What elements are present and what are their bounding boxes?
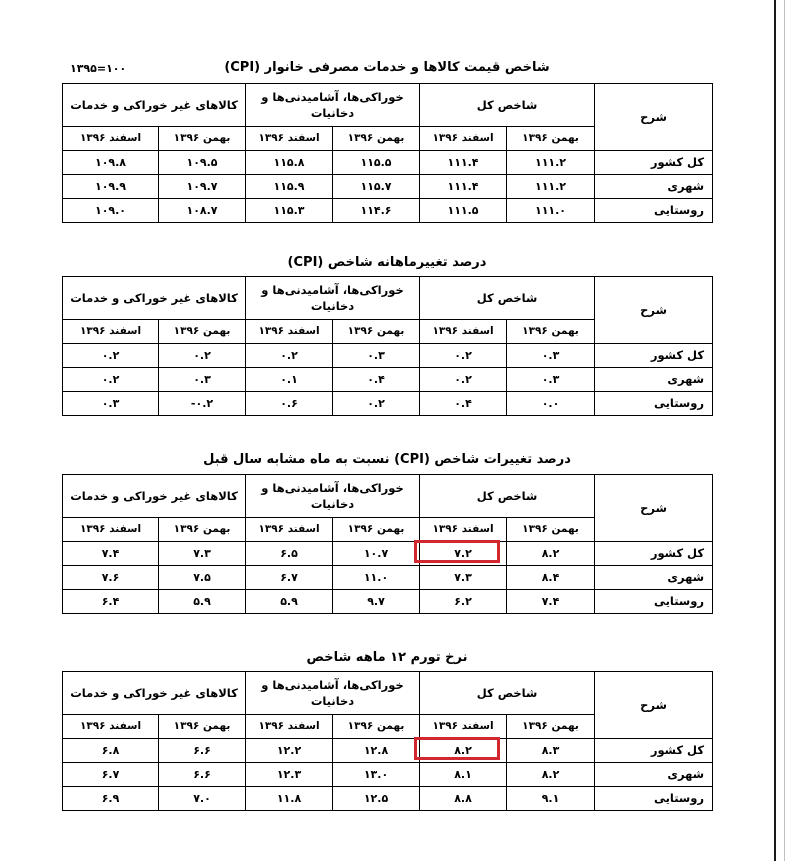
table-cell: ۱۱۱.۴	[420, 151, 507, 175]
header-month: اسفند ۱۳۹۶	[246, 715, 333, 739]
table-cell: ۱۰.۷	[333, 542, 420, 566]
table-cell: ۶.۶	[159, 763, 246, 787]
header-month: اسفند ۱۳۹۶	[246, 127, 333, 151]
table-cell: ۶.۴	[63, 590, 159, 614]
header-month: بهمن ۱۳۹۶	[333, 715, 420, 739]
table-cell: ۵.۹	[246, 590, 333, 614]
table-cell: ۰.۳	[507, 344, 595, 368]
table-cell: ۹.۷	[333, 590, 420, 614]
header-group-2: خوراکی‌ها، آشامیدنی‌ها و دخانیات	[246, 277, 420, 320]
table-cell: ۱۱.۰	[333, 566, 420, 590]
table-cell: ۱۳.۰	[333, 763, 420, 787]
header-month: بهمن ۱۳۹۶	[507, 715, 595, 739]
table-cell: ۷.۶	[63, 566, 159, 590]
row-label: روستایی	[595, 392, 713, 416]
header-group-2: خوراکی‌ها، آشامیدنی‌ها و دخانیات	[246, 84, 420, 127]
table-cell: ۸.۲	[507, 763, 595, 787]
header-month: اسفند ۱۳۹۶	[420, 127, 507, 151]
table-cell: ۱۱۵.۳	[246, 199, 333, 223]
row-label: کل کشور	[595, 739, 713, 763]
header-group-1: شاخص کل	[420, 672, 595, 715]
table-row	[63, 392, 713, 416]
table-cell: ۱۱۱.۵	[420, 199, 507, 223]
table-cell: ۷.۳	[159, 542, 246, 566]
table-cell: ۶.۵	[246, 542, 333, 566]
table-cell: ۰.۳	[159, 368, 246, 392]
header-description: شرح	[595, 84, 713, 151]
table-cell: ۱۱۱.۲	[507, 175, 595, 199]
table-cell: ۶.۹	[63, 787, 159, 811]
table-cell: ۶.۷	[246, 566, 333, 590]
cpi-table	[62, 276, 713, 416]
table-cell: ۰.۰	[507, 392, 595, 416]
table-cell: ۰.۴	[420, 392, 507, 416]
table-row	[63, 368, 713, 392]
table-cell: ۷.۲	[420, 542, 507, 566]
row-label: روستایی	[595, 787, 713, 811]
header-month: بهمن ۱۳۹۶	[159, 715, 246, 739]
header-month: بهمن ۱۳۹۶	[159, 320, 246, 344]
table-cell: ۶.۲	[420, 590, 507, 614]
header-month: بهمن ۱۳۹۶	[507, 127, 595, 151]
table-cell: ۱۱۵.۵	[333, 151, 420, 175]
header-group-3: کالاهای غیر خوراکی و خدمات	[63, 277, 246, 320]
table-cell: ۶.۶	[159, 739, 246, 763]
header-month: اسفند ۱۳۹۶	[63, 127, 159, 151]
table-title: شاخص قیمت کالاها و خدمات مصرفی خانوار (CPI)	[224, 60, 550, 75]
row-label: شهری	[595, 175, 713, 199]
cpi-table	[62, 671, 713, 811]
table-cell: ۱۱۵.۹	[246, 175, 333, 199]
table-title: درصد تغییرات شاخص (CPI) نسبت به ماه مشابه سال قبل	[203, 452, 571, 467]
table-cell: ۰.۲	[246, 344, 333, 368]
header-group-3: کالاهای غیر خوراکی و خدمات	[63, 672, 246, 715]
cpi-table	[62, 83, 713, 223]
table-cell: ۰.۲	[420, 368, 507, 392]
table-cell: ۱۰۹.۰	[63, 199, 159, 223]
table-cell: ۸.۴	[507, 566, 595, 590]
header-group-1: شاخص کل	[420, 277, 595, 320]
row-label: شهری	[595, 368, 713, 392]
table-row	[63, 344, 713, 368]
row-label: روستایی	[595, 590, 713, 614]
table-cell: ۱۰۹.۷	[159, 175, 246, 199]
header-month: بهمن ۱۳۹۶	[159, 127, 246, 151]
table-cell: ۰.۱	[246, 368, 333, 392]
header-month: اسفند ۱۳۹۶	[246, 518, 333, 542]
header-month: بهمن ۱۳۹۶	[507, 518, 595, 542]
header-description: شرح	[595, 475, 713, 542]
table-row	[63, 542, 713, 566]
table-cell: ۷.۰	[159, 787, 246, 811]
table-row	[63, 175, 713, 199]
table-title: نرخ تورم ۱۲ ماهه شاخص	[306, 650, 468, 665]
table-cell: ۰.۳	[507, 368, 595, 392]
header-month: اسفند ۱۳۹۶	[63, 518, 159, 542]
table-cell: ۰.۶	[246, 392, 333, 416]
table-cell: ۶.۸	[63, 739, 159, 763]
row-label: کل کشور	[595, 151, 713, 175]
header-group-3: کالاهای غیر خوراکی و خدمات	[63, 84, 246, 127]
header-description: شرح	[595, 672, 713, 739]
table-row	[63, 151, 713, 175]
header-month: اسفند ۱۳۹۶	[420, 715, 507, 739]
table-cell: ۰.۲-	[159, 392, 246, 416]
header-group-1: شاخص کل	[420, 84, 595, 127]
header-month: بهمن ۱۳۹۶	[159, 518, 246, 542]
table-cell: ۱۰۹.۸	[63, 151, 159, 175]
table-cell: ۰.۲	[420, 344, 507, 368]
header-group-2: خوراکی‌ها، آشامیدنی‌ها و دخانیات	[246, 672, 420, 715]
table-cell: ۱۱.۸	[246, 787, 333, 811]
header-month: اسفند ۱۳۹۶	[420, 320, 507, 344]
table-cell: ۰.۳	[333, 344, 420, 368]
table-cell: ۱۱۱.۰	[507, 199, 595, 223]
table-cell: ۰.۴	[333, 368, 420, 392]
table-cell: ۷.۵	[159, 566, 246, 590]
table-cell: ۱۲.۵	[333, 787, 420, 811]
table-cell: ۷.۴	[507, 590, 595, 614]
header-month: اسفند ۱۳۹۶	[420, 518, 507, 542]
table-cell: ۷.۴	[63, 542, 159, 566]
header-month: اسفند ۱۳۹۶	[63, 320, 159, 344]
row-label: شهری	[595, 566, 713, 590]
table-row	[63, 590, 713, 614]
table-cell: ۰.۲	[333, 392, 420, 416]
page-edge-line	[774, 0, 776, 861]
table-cell: ۸.۲	[420, 739, 507, 763]
header-month: بهمن ۱۳۹۶	[507, 320, 595, 344]
header-month: بهمن ۱۳۹۶	[333, 320, 420, 344]
table-cell: ۱۰۹.۹	[63, 175, 159, 199]
table-row	[63, 763, 713, 787]
table-cell: ۸.۸	[420, 787, 507, 811]
table-cell: ۱۲.۸	[333, 739, 420, 763]
header-month: اسفند ۱۳۹۶	[246, 320, 333, 344]
header-month: بهمن ۱۳۹۶	[333, 518, 420, 542]
table-cell: ۱۱۱.۲	[507, 151, 595, 175]
page-edge-shadow	[784, 0, 785, 861]
table-cell: ۱۱۱.۴	[420, 175, 507, 199]
header-group-2: خوراکی‌ها، آشامیدنی‌ها و دخانیات	[246, 475, 420, 518]
table-row	[63, 787, 713, 811]
header-description: شرح	[595, 277, 713, 344]
table-cell: ۰.۳	[63, 392, 159, 416]
header-group-1: شاخص کل	[420, 475, 595, 518]
row-label: کل کشور	[595, 344, 713, 368]
cpi-table	[62, 474, 713, 614]
header-month: بهمن ۱۳۹۶	[333, 127, 420, 151]
table-cell: ۶.۷	[63, 763, 159, 787]
header-group-3: کالاهای غیر خوراکی و خدمات	[63, 475, 246, 518]
header-month: اسفند ۱۳۹۶	[63, 715, 159, 739]
row-label: کل کشور	[595, 542, 713, 566]
table-row	[63, 566, 713, 590]
table-cell: ۱۱۴.۶	[333, 199, 420, 223]
table-row	[63, 739, 713, 763]
table-cell: ۸.۱	[420, 763, 507, 787]
table-cell: ۰.۲	[63, 344, 159, 368]
table-cell: ۱۱۵.۷	[333, 175, 420, 199]
base-year-note: ۱۳۹۵=۱۰۰	[70, 62, 127, 75]
table-cell: ۱۰۸.۷	[159, 199, 246, 223]
table-cell: ۱۱۵.۸	[246, 151, 333, 175]
table-cell: ۸.۲	[507, 542, 595, 566]
table-cell: ۱۲.۳	[246, 763, 333, 787]
row-label: شهری	[595, 763, 713, 787]
table-cell: ۸.۳	[507, 739, 595, 763]
table-row	[63, 199, 713, 223]
table-cell: ۱۲.۲	[246, 739, 333, 763]
table-title: درصد تغییرماهانه شاخص (CPI)	[287, 255, 487, 270]
table-cell: ۵.۹	[159, 590, 246, 614]
table-cell: ۰.۲	[159, 344, 246, 368]
row-label: روستایی	[595, 199, 713, 223]
table-cell: ۰.۲	[63, 368, 159, 392]
table-cell: ۱۰۹.۵	[159, 151, 246, 175]
table-cell: ۷.۳	[420, 566, 507, 590]
table-cell: ۹.۱	[507, 787, 595, 811]
